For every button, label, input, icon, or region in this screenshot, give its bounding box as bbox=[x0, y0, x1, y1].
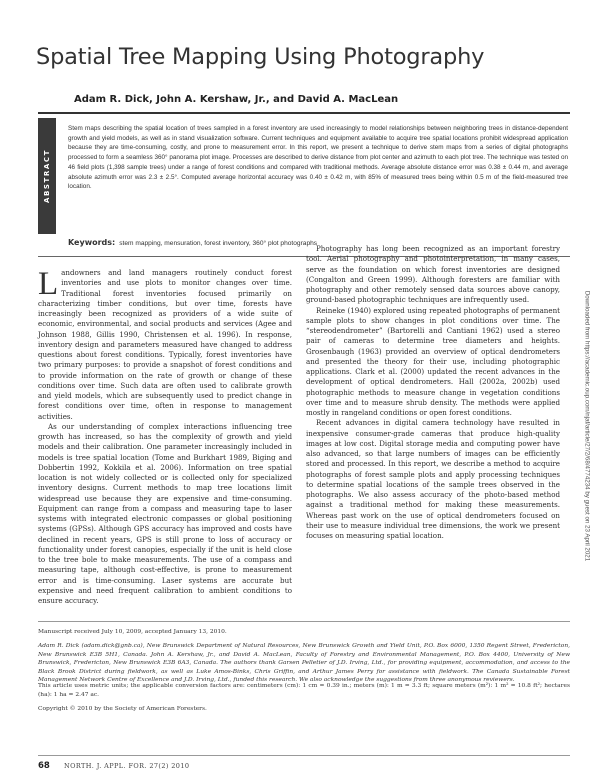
paragraph bbox=[38, 268, 292, 422]
footnote-divider bbox=[38, 621, 570, 622]
footer-divider bbox=[38, 755, 570, 756]
units-note: This article uses metric units; the applicable conversion factors are: centimeters (cm): 1 cm = 0.39 in.; meters (m): 1 m = 3.3 ft; square meters (m²): 1 m² = 10.8 ft²; hectares (ha): 1 ha = 2.47 ac. bbox=[38, 683, 570, 698]
article-title: Spatial Tree Mapping Using Photography bbox=[36, 44, 485, 70]
paragraph: Photography has long been recognized as an important forestry tool. Aerial photography and photointerpretation, in many cases, serve as the foundation on which forest inventories are designed (Congalton and Green 1999). Although foresters are familiar with photography and other remotely sensed data sources above canopy, ground-based photographic techniques are infrequently used. bbox=[306, 244, 560, 305]
journal-citation: NORTH. J. APPL. FOR. 27(2) 2010 bbox=[64, 762, 190, 770]
keywords-list: stem mapping, mensuration, forest inventory, 360° plot photographs bbox=[119, 240, 318, 247]
download-watermark bbox=[583, 176, 591, 676]
affiliation-note: Adam R. Dick (adam.dick@gnb.ca), New Brunswick Department of Natural Resources, New Brunswick Growth and Yield Unit, P.O. Box 6000, 1350 Regent Street, Fredericton, New Brunswick E3B 5H1, Canada. John A. Kershaw, Jr., and David A. MacLean, Faculty of Forestry and Environmental Management, P.O. Box 4400, University of New Brunswick, Fredericton, New Brunswick E3B 6A3, Canada. The authors thank Garsen Pelletier of J.D. Irving, Ltd., for providing equipment, accommodation, and access to the Black Brook District during fieldwork, as well as Luke Amos-Binks, Chris Griffin, and Arthur James Perry for assistance with fieldwork. The Canada Sustainable Forest Management Network Centre of Excellence and J.D. Irving, Ltd., funded this research. We also acknowledge the suggestions from three anonymous reviewers. bbox=[38, 643, 570, 684]
author-list: Adam R. Dick, John A. Kershaw, Jr., and David A. MacLean bbox=[74, 94, 399, 105]
paragraph: Recent advances in digital camera technology have resulted in inexpensive consumer-grade cameras that produce high-quality images at low cost. Digital storage media and computing power have also advanced, so that large numbers of images can be efficiently stored and processed. In this report, we describe a method to acquire photographs of forest sample plots and apply processing techniques to determine spatial locations of the sample trees observed in the photographs. We also assess accuracy of the photo-based method against a traditional method for making these measurements. Whereas past work on the use of optical dendrometers focused on their use to measure individual tree dimensions, the work we present focuses on measuring spatial location. bbox=[306, 418, 560, 540]
left-column bbox=[38, 268, 292, 606]
right-column bbox=[306, 244, 560, 541]
paragraph: As our understanding of complex interactions influencing tree growth has increased, so has the complexity of growth and yield models and their calibration. One parameter increasingly included in models is tree spatial location (Tome and Burkhart 1989, Biging and Dobbertin 1992, Kokkila et al. 2006). Information on tree spatial location is not widely collected or is collected only for specialized inventory designs. Current methods to map tree locations limit widespread use because they are expensive and time-consuming. Equipment can range from a compass and measuring tape to laser systems with integrated electronic compasses or global positioning systems (GPSs). Although GPS accuracy has improved and costs have declined in recent years, GPS is still prone to loss of accuracy or functionality under forest canopies, especially if the unit is held close to the tree bole to make measurements. The use of a compass and measuring tape, although cost-effective, is prone to measurement error and is time-consuming. Laser systems are accurate but expensive and need frequent calibration to ambient conditions to ensure accuracy. bbox=[38, 421, 292, 605]
download-watermark-text: Downloaded from https://academic.oup.com/njaf/article/27/2/68/4774234 by guest on 23 April 2021 bbox=[583, 290, 591, 562]
keywords-label: Keywords: bbox=[68, 238, 116, 247]
paragraph: Reineke (1940) explored using repeated photographs of permanent sample plots to show changes in plot conditions over time. The “stereodendrometer” (Bartorelli and Cantiani 1962) used a stereo pair of cameras to determine tree diameters and heights. Grosenbaugh (1963) provided an overview of optical dendrometers and presented the theory for their use, including photographic applications. Clark et al. (2000) updated the recent advances in the development of optical dendrometers. Hall (2002a, 2002b) used photographic methods to measure change in vegetation conditions over time and to measure shrub density. The methods were applied mostly in rangeland conditions or open forest conditions. bbox=[306, 305, 560, 417]
title-divider bbox=[38, 112, 570, 114]
abstract-label: ABSTRACT bbox=[43, 148, 51, 204]
paragraph-text: andowners and land managers routinely conduct forest inventories and use plots to monitor changes over time. Traditional forest inventories focused primarily on characterizing timber conditions, but over time, forests have increasingly been recognized as providers of a wide suite of economic, environmental, and social products and services (Agee and Johnson 1988, Gillis 1990, Christensen et al. 1996). In response, inventory design and parameters measured have changed to address questions about forest conditions. Typically, forest inventories have two primary purposes: to provide a snapshot of forest conditions and to provide information on the rate of growth or change of these conditions over time. Such data are often used to calibrate growth and yield models, which are subsequently used to predict change in forest conditions over time, often in response to management activities. bbox=[38, 268, 292, 421]
drop-cap: L bbox=[38, 266, 59, 302]
received-note: Manuscript received July 10, 2009, accepted January 13, 2010. bbox=[38, 629, 227, 635]
copyright-note: Copyright © 2010 by the Society of American Foresters. bbox=[38, 706, 207, 712]
abstract-label-bar bbox=[38, 118, 56, 234]
page-number: 68 bbox=[38, 761, 50, 771]
abstract-text: Stem maps describing the spatial location of trees sampled in a forest inventory are used increasingly to model relationships between neighboring trees in distance-dependent growth and yield models, as well as in stand visualization software. Current techniques and equipment available to acquire tree spatial locations prohibit widespread application because they are time-consuming, costly, and prone to measurement error. In this report, we present a technique to derive stem maps from a series of digital photographs processed to form a seamless 360° panorama plot image. Processes are described to derive distance from plot center and azimuth to each plot tree. The technique was tested on 46 field plots (1,398 sample trees) under a range of forest conditions and compared with traditional methods. Average absolute distance error was 0.38 ± 0.44 m, and average absolute azimuth error was 2.3 ± 2.5°. Computed average horizontal accuracy was 0.40 ± 0.42 m, with 85% of measured trees being within 0.5 m of the field-measured tree location. bbox=[68, 125, 568, 191]
